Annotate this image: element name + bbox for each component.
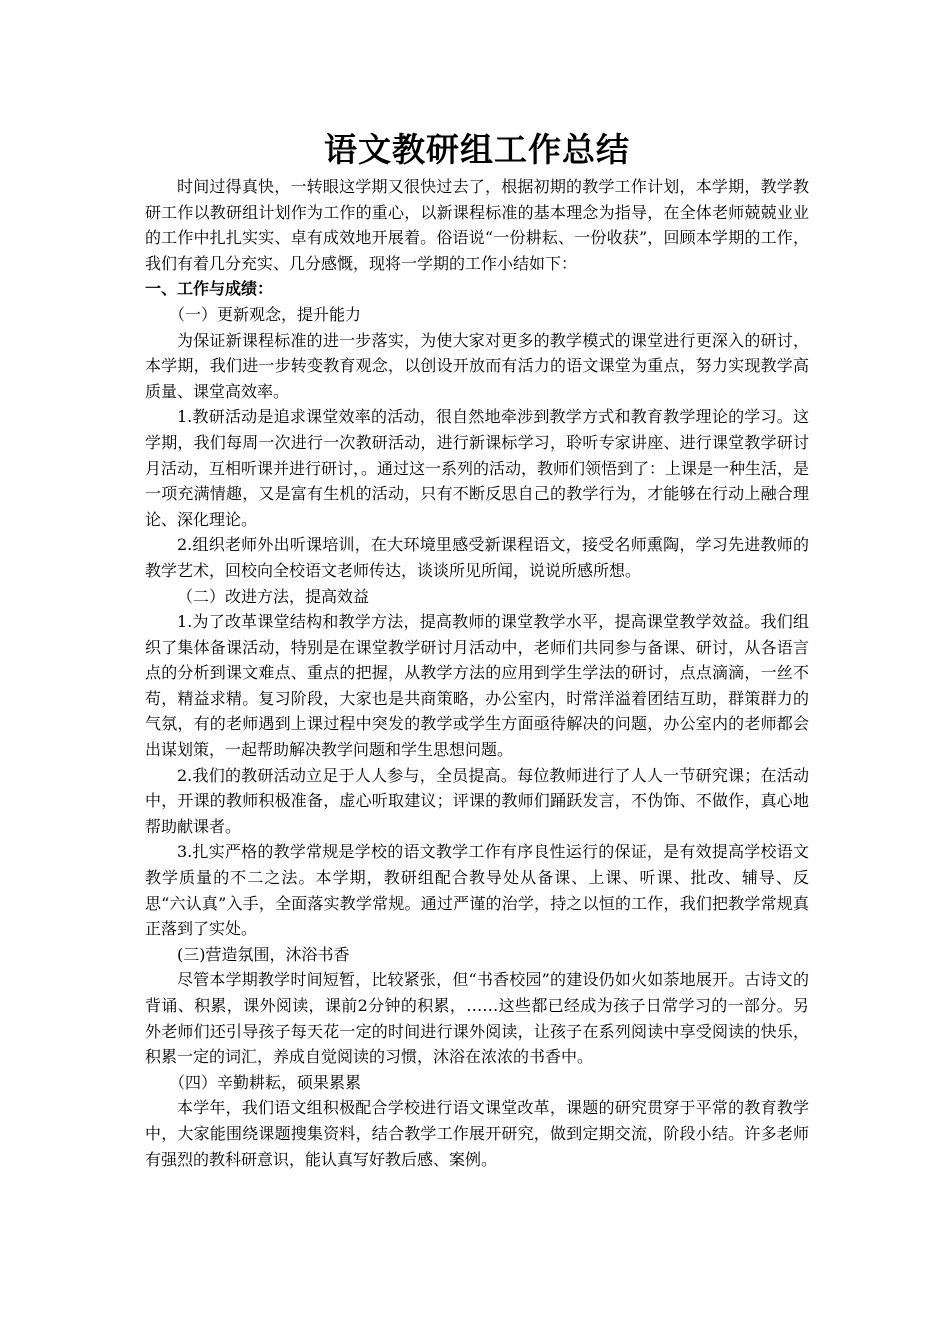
section-heading-work-achievements: 一、工作与成绩： xyxy=(145,279,274,299)
paragraph: 2.组织老师外出听课培训，在大环境里感受新课程语文，接受名师熏陶，学习先进教师的教学艺术，回校向全校语文老师传达，谈谈所见所闻，说说所感所想。 xyxy=(145,535,809,580)
paragraph: 2.我们的教研活动立足于人人参与，全员提高。每位教师进行了人人一节研究课；在活动中，开课的教师积极准备，虚心听取建议；评课的教师们踊跃发言，不伪饰、不做作，真心地帮助献课者。 xyxy=(145,765,809,836)
intro-paragraph: 时间过得真快，一转眼这学期又很快过去了，根据初期的教学工作计划，本学期，教学教研工作以教研组计划作为工作的重心，以新课程标准的基本理念为指导，在全体老师兢兢业业的工作中扎扎实实、卓有成效地开展着。俗语说“一份耕耘、一份收获”，回顾本学期的工作，我们有着几分充实、几分感慨，现将一学期的工作小结如下： xyxy=(145,177,809,273)
paragraph: 为保证新课程标准的进一步落实，为使大家对更多的教学模式的课堂进行更深入的研讨，本学期，我们进一步转变教育观念，以创设开放而有活力的语文课堂为重点，努力实现教学高质量、课堂高效率。 xyxy=(145,330,809,401)
document-page xyxy=(145,126,809,1172)
document-title: 语文教研组工作总结 xyxy=(324,130,630,169)
paragraph: 本学年，我们语文组积极配合学校进行语文课堂改革，课题的研究贯穿于平常的教育教学中，大家能围绕课题搜集资料，结合教学工作展开研究，做到定期交流，阶段小结。许多老师有强烈的教科研意识，能认真写好教后感、案例。 xyxy=(145,1098,809,1169)
subsection-heading-4: （四）辛勤耕耘，硕果累累 xyxy=(169,1072,362,1092)
paragraph: 1.教研活动是追求课堂效率的活动，很自然地牵涉到教学方式和教育教学理论的学习。这学期，我们每周一次进行一次教研活动，进行新课标学习，聆听专家讲座、进行课堂教学研讨月活动，互相听课并进行研讨，。通过这一系列的活动，教师们领悟到了：上课是一种生活，是一项充满情趣，又是富有生机的活动，只有不断反思自己的教学行为，才能够在行动上融合理论、深化理论。 xyxy=(145,407,810,529)
subsection-heading-2: （二）改进方法，提高效益 xyxy=(177,586,370,606)
paragraph: 1.为了改革课堂结构和教学方法，提高教师的课堂教学水平，提高课堂教学效益。我们组织了集体备课活动，特别是在课堂教学研讨月活动中，老师们共同参与备课、研讨，从各语言点的分析到课文难点、重点的把握，从教学方法的应用到学生学法的研讨，点点滴滴，一丝不苟，精益求精。复习阶段，大家也是共商策略，办公室内，时常洋溢着团结互助，群策群力的气氛，有的老师遇到上课过程中突发的教学或学生方面亟待解决的问题，办公室内的老师都会出谋划策，一起帮助解决教学问题和学生思想问题。 xyxy=(145,612,809,760)
paragraph: 3.扎实严格的教学常规是学校的语文教学工作有序良性运行的保证，是有效提高学校语文教学质量的不二之法。本学期，教研组配合教导处从备课、上课、听课、批改、辅导、反思“六认真”入手，全面落实教学常规。通过严谨的治学，持之以恒的工作，我们把教学常规真正落到了实处。 xyxy=(145,842,809,939)
subsection-heading-1: （一）更新观念，提升能力 xyxy=(169,304,362,324)
paragraph: 尽管本学期教学时间短暂，比较紧张，但“书香校园”的建设仍如火如荼地展开。古诗文的背诵、积累，课外阅读，课前2分钟的积累，……这些都已经成为孩子日常学习的一部分。另外老师们还引导孩子每天花一定的时间进行课外阅读，让孩子在系列阅读中享受阅读的快乐，积累一定的词汇，养成自觉阅读的习惯，沐浴在浓浓的书香中。 xyxy=(145,970,809,1067)
subsection-heading-3: (三)营造氛围，沐浴书香 xyxy=(177,944,350,964)
